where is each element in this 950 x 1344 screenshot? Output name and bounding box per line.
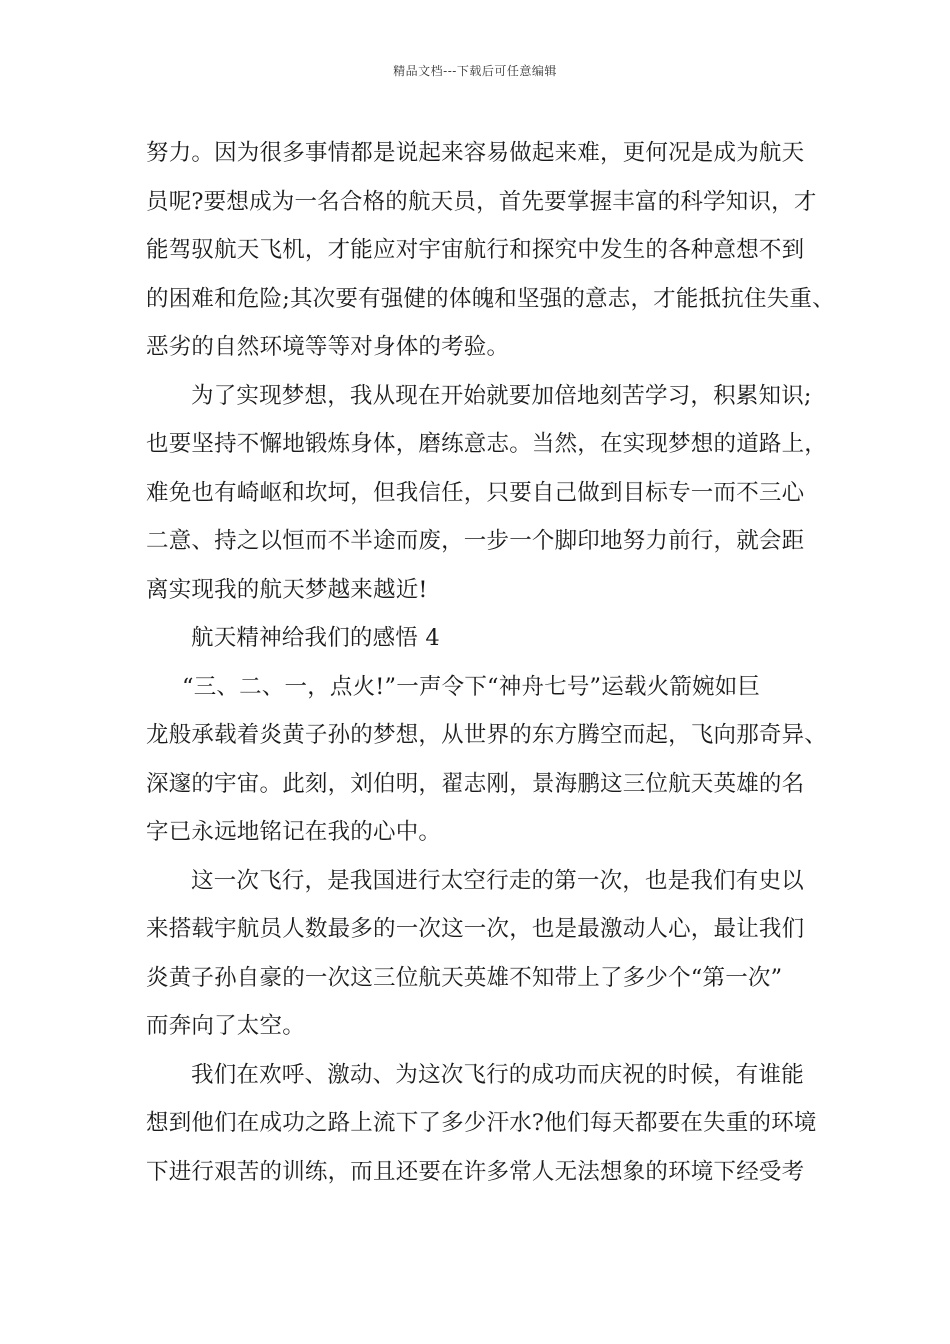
text-line: 深邃的宇宙。此刻，刘伯明，翟志刚，景海鹏这三位航天英雄的名	[146, 770, 805, 797]
text-line: 下进行艰苦的训练，而且还要在许多常人无法想象的环境下经受考	[146, 1158, 805, 1185]
text-line: 二意、持之以恒而不半途而废，一步一个脚印地努力前行，就会距	[146, 528, 805, 554]
paragraph-first-line: 这一次飞行，是我国进行太空行走的第一次，也是我们有史以	[191, 867, 804, 894]
text-line: 恶劣的自然环境等等对身体的考验。	[146, 334, 510, 360]
text-line: 努力。因为很多事情都是说起来容易做起来难，更何况是成为航天	[146, 140, 805, 166]
text-line: 字已永远地铭记在我的心中。	[146, 819, 442, 845]
text-line: 龙般承载着炎黄子孙的梦想，从世界的东方腾空而起，飞向那奇异、	[146, 722, 828, 748]
paragraph-first-line: 为了实现梦想，我从现在开始就要加倍地刻苦学习，积累知识;	[191, 382, 812, 409]
text-line: 离实现我的航天梦越来越近!	[146, 576, 428, 603]
text-line: 员呢?要想成为一名合格的航天员，首先要掌握丰富的科学知识，才	[146, 188, 817, 215]
paragraph-first-line: “三、二、一，点火!”一声令下“神舟七号”运载火箭婉如巨	[182, 673, 761, 700]
text-line: 也要坚持不懈地锻炼身体，磨练意志。当然，在实现梦想的道路上，	[146, 431, 828, 457]
document-body	[146, 129, 835, 1196]
text-line: 而奔向了太空。	[146, 1013, 305, 1039]
section-heading: 航天精神给我们的感悟 4	[191, 625, 440, 651]
text-line: 的困难和危险;其次要有强健的体魄和坚强的意志，才能抵抗住失重、	[146, 285, 835, 312]
text-line: 能驾驭航天飞机，才能应对宇宙航行和探究中发生的各种意想不到	[146, 237, 805, 263]
paragraph-first-line: 我们在欢呼、激动、为这次飞行的成功而庆祝的时候，有谁能	[191, 1061, 804, 1088]
text-line: 想到他们在成功之路上流下了多少汗水?他们每天都要在失重的环境	[146, 1110, 817, 1136]
text-line: 来搭载宇航员人数最多的一次这一次，也是最激动人心，最让我们	[146, 916, 805, 942]
text-line: 炎黄子孙自豪的一次这三位航天英雄不知带上了多少个“第一次”	[146, 964, 783, 991]
text-line: 难免也有崎岖和坎坷，但我信任，只要自己做到目标专一而不三心	[146, 479, 805, 506]
page-header: 精品文档---下载后可任意编辑	[393, 64, 557, 78]
